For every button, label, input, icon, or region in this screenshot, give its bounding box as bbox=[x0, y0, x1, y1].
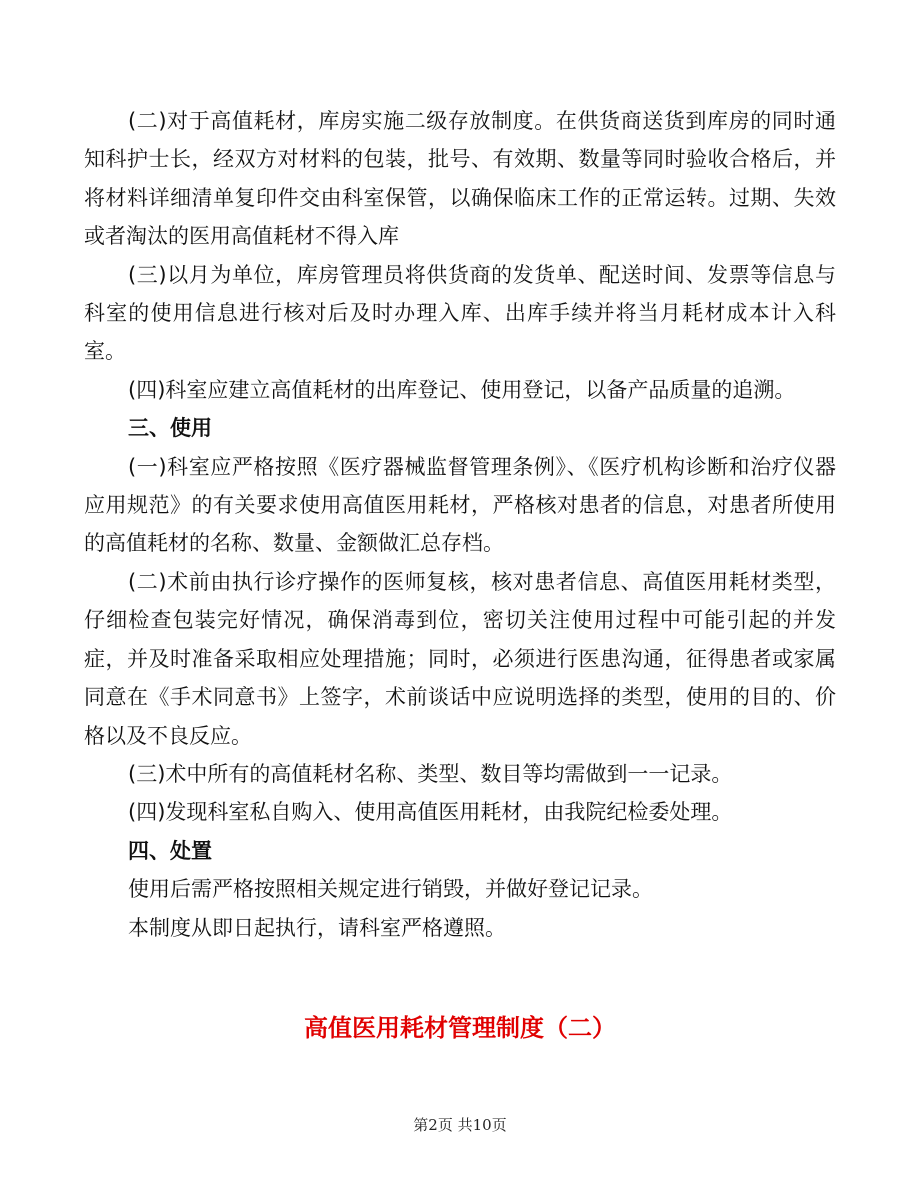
paragraph-preoperative-check: (二)术前由执行诊疗操作的医师复核，核对患者信息、高值医用耗材类型，仔细检查包装完好情况，确保消毒到位，密切关注使用过程中可能引起的并发症，并及时准备采取相应处理措施；同时，必须进行医患沟通，征得患者或家属同意在《手术同意书》上签字，术前谈话中应说明选择的类型，使用的目的、价格以及不良反应。 bbox=[84, 569, 836, 748]
heading-usage: 三、使用 bbox=[128, 416, 212, 441]
paragraph-disposal: 使用后需严格按照相关规定进行销毁，并做好登记记录。 bbox=[128, 877, 653, 902]
paragraph-usage-regulations: (一)科室应严格按照《医疗器械监督管理条例》、《医疗机构诊断和治疗仪器应用规范》的有关要求使用高值医用耗材，严格核对患者的信息，对患者所使用的高值耗材的名称、数量、金额做汇总存档。 bbox=[84, 454, 836, 556]
page-number: 第2页 共10页 bbox=[413, 1116, 507, 1134]
section-title: 高值医用耗材管理制度（二） bbox=[304, 1014, 616, 1042]
paragraph-monthly-reconciliation: (三)以月为单位，库房管理员将供货商的发货单、配送时间、发票等信息与科室的使用信息进行核对后及时办理入库、出库手续并将当月耗材成本计入科室。 bbox=[84, 262, 836, 364]
paragraph-registration: (四)科室应建立高值耗材的出库登记、使用登记，以备产品质量的追溯。 bbox=[128, 377, 796, 402]
heading-disposal: 四、处置 bbox=[128, 838, 212, 863]
document-body bbox=[84, 102, 836, 947]
paragraph-storage-system: (二)对于高值耗材，库房实施二级存放制度。在供货商送货到库房的同时通知科护士长，经双方对材料的包装，批号、有效期、数量等同时验收合格后，并将材料详细清单复印件交由科室保管，以确保临床工作的正常运转。过期、失效或者淘汰的医用高值耗材不得入库 bbox=[84, 109, 836, 249]
paragraph-effective-date: 本制度从即日起执行，请科室严格遵照。 bbox=[128, 915, 506, 940]
paragraph-discipline: (四)发现科室私自购入、使用高值医用耗材，由我院纪检委处理。 bbox=[128, 800, 733, 825]
paragraph-intraoperative-record: (三)术中所有的高值耗材名称、类型、数目等均需做到一一记录。 bbox=[128, 761, 733, 786]
